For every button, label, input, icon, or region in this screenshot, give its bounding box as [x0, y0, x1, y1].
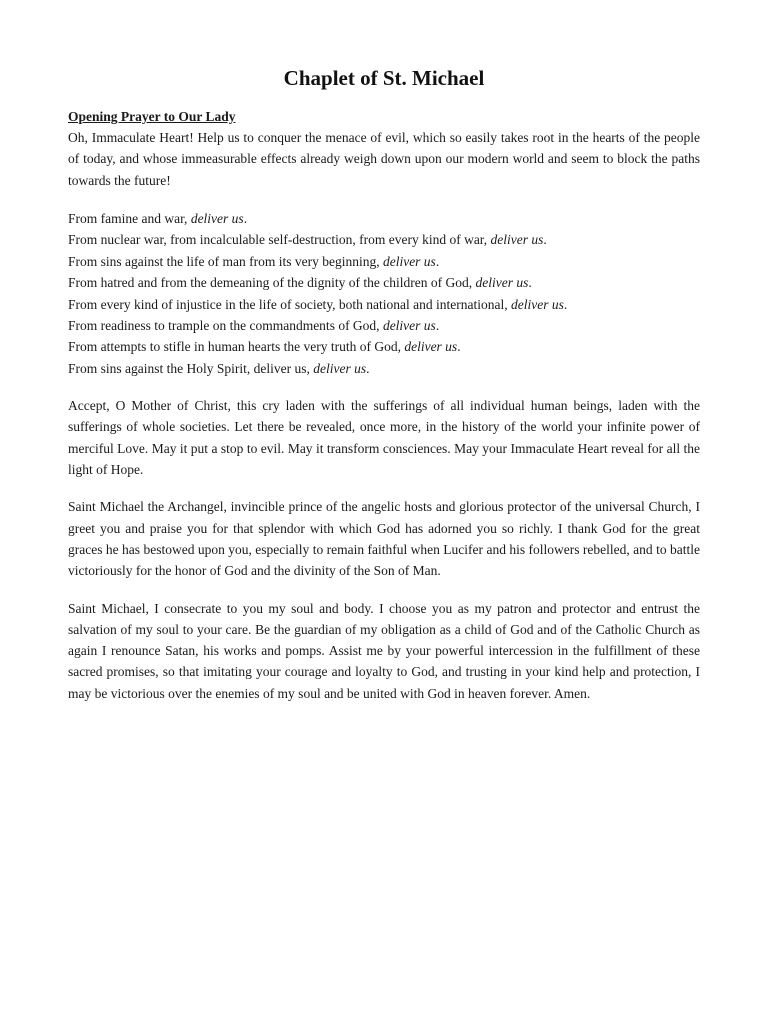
litany-response: deliver us: [382, 253, 436, 269]
prayer-paragraph-consecration: Saint Michael, I consecrate to you my soul and body. I choose you as my patron and protector and entrust the salvation of my soul to your care. Be the guardian of my obligation as a child of God and of the Catholic Church as again I renounce Satan, his works and pomps. Assist me by your powerful intercession in the fulfillment of these sacred promises, so that imitating your courage and loyalty to God, and trusting in your kind help and protection, I may be victorious over the enemies of my soul and be united with God in heaven forever. Amen.: [68, 600, 700, 701]
document-page: [68, 0, 700, 704]
section-heading: Opening Prayer to Our Lady: [68, 109, 236, 124]
page-title: Chaplet of St. Michael: [283, 66, 485, 90]
litany-line: From attempts to stifle in human hearts the very truth of God, deliver us.: [68, 339, 461, 355]
litany-line: From sins against the Holy Spirit, deliver us, deliver us.: [68, 360, 370, 376]
litany-line: From famine and war, deliver us.: [68, 210, 248, 226]
litany-line: From hatred and from the demeaning of the dignity of the children of God, deliver us.: [68, 275, 532, 291]
litany-response: deliver us: [475, 275, 529, 291]
litany-response: deliver us: [313, 360, 367, 376]
litany-response: deliver us: [490, 232, 544, 248]
litany-line: From readiness to trample on the commandments of God, deliver us.: [68, 317, 440, 333]
litany-line: From sins against the life of man from its very beginning, deliver us.: [68, 253, 440, 269]
intro-paragraph: Oh, Immaculate Heart! Help us to conquer the menace of evil, which so easily takes root in the hearts of the people of today, and whose immeasurable effects already weigh down upon our modern world and seem to block the paths towards the future!: [68, 130, 700, 188]
litany-list: [68, 208, 700, 379]
litany-line: From nuclear war, from incalculable self-destruction, from every kind of war, deliver us.: [68, 232, 547, 248]
litany-response: deliver us: [382, 317, 436, 333]
prayer-paragraph-archangel: Saint Michael the Archangel, invincible prince of the angelic hosts and glorious protector of the universal Church, I greet you and praise you for that splendor with which God has adorned you so richly. I thank God for the great graces he has bestowed upon you, especially to remain faithful when Lucifer and his followers rebelled, and to battle victoriously for the honor of God and the divinity of the Son of Man.: [68, 499, 700, 579]
prayer-paragraph-accept: Accept, O Mother of Christ, this cry laden with the sufferings of all individual human beings, laden with the sufferings of whole societies. Let there be revealed, once more, in the history of the world your infinite power of merciful Love. May it put a stop to evil. May it transform consciences. May your Immaculate Heart reveal for all the light of Hope.: [68, 398, 700, 478]
litany-line: From every kind of injustice in the life of society, both national and international, deliver us.: [68, 296, 568, 312]
litany-response: deliver us: [404, 339, 458, 355]
litany-response: deliver us: [190, 210, 244, 226]
litany-response: deliver us: [511, 296, 564, 312]
